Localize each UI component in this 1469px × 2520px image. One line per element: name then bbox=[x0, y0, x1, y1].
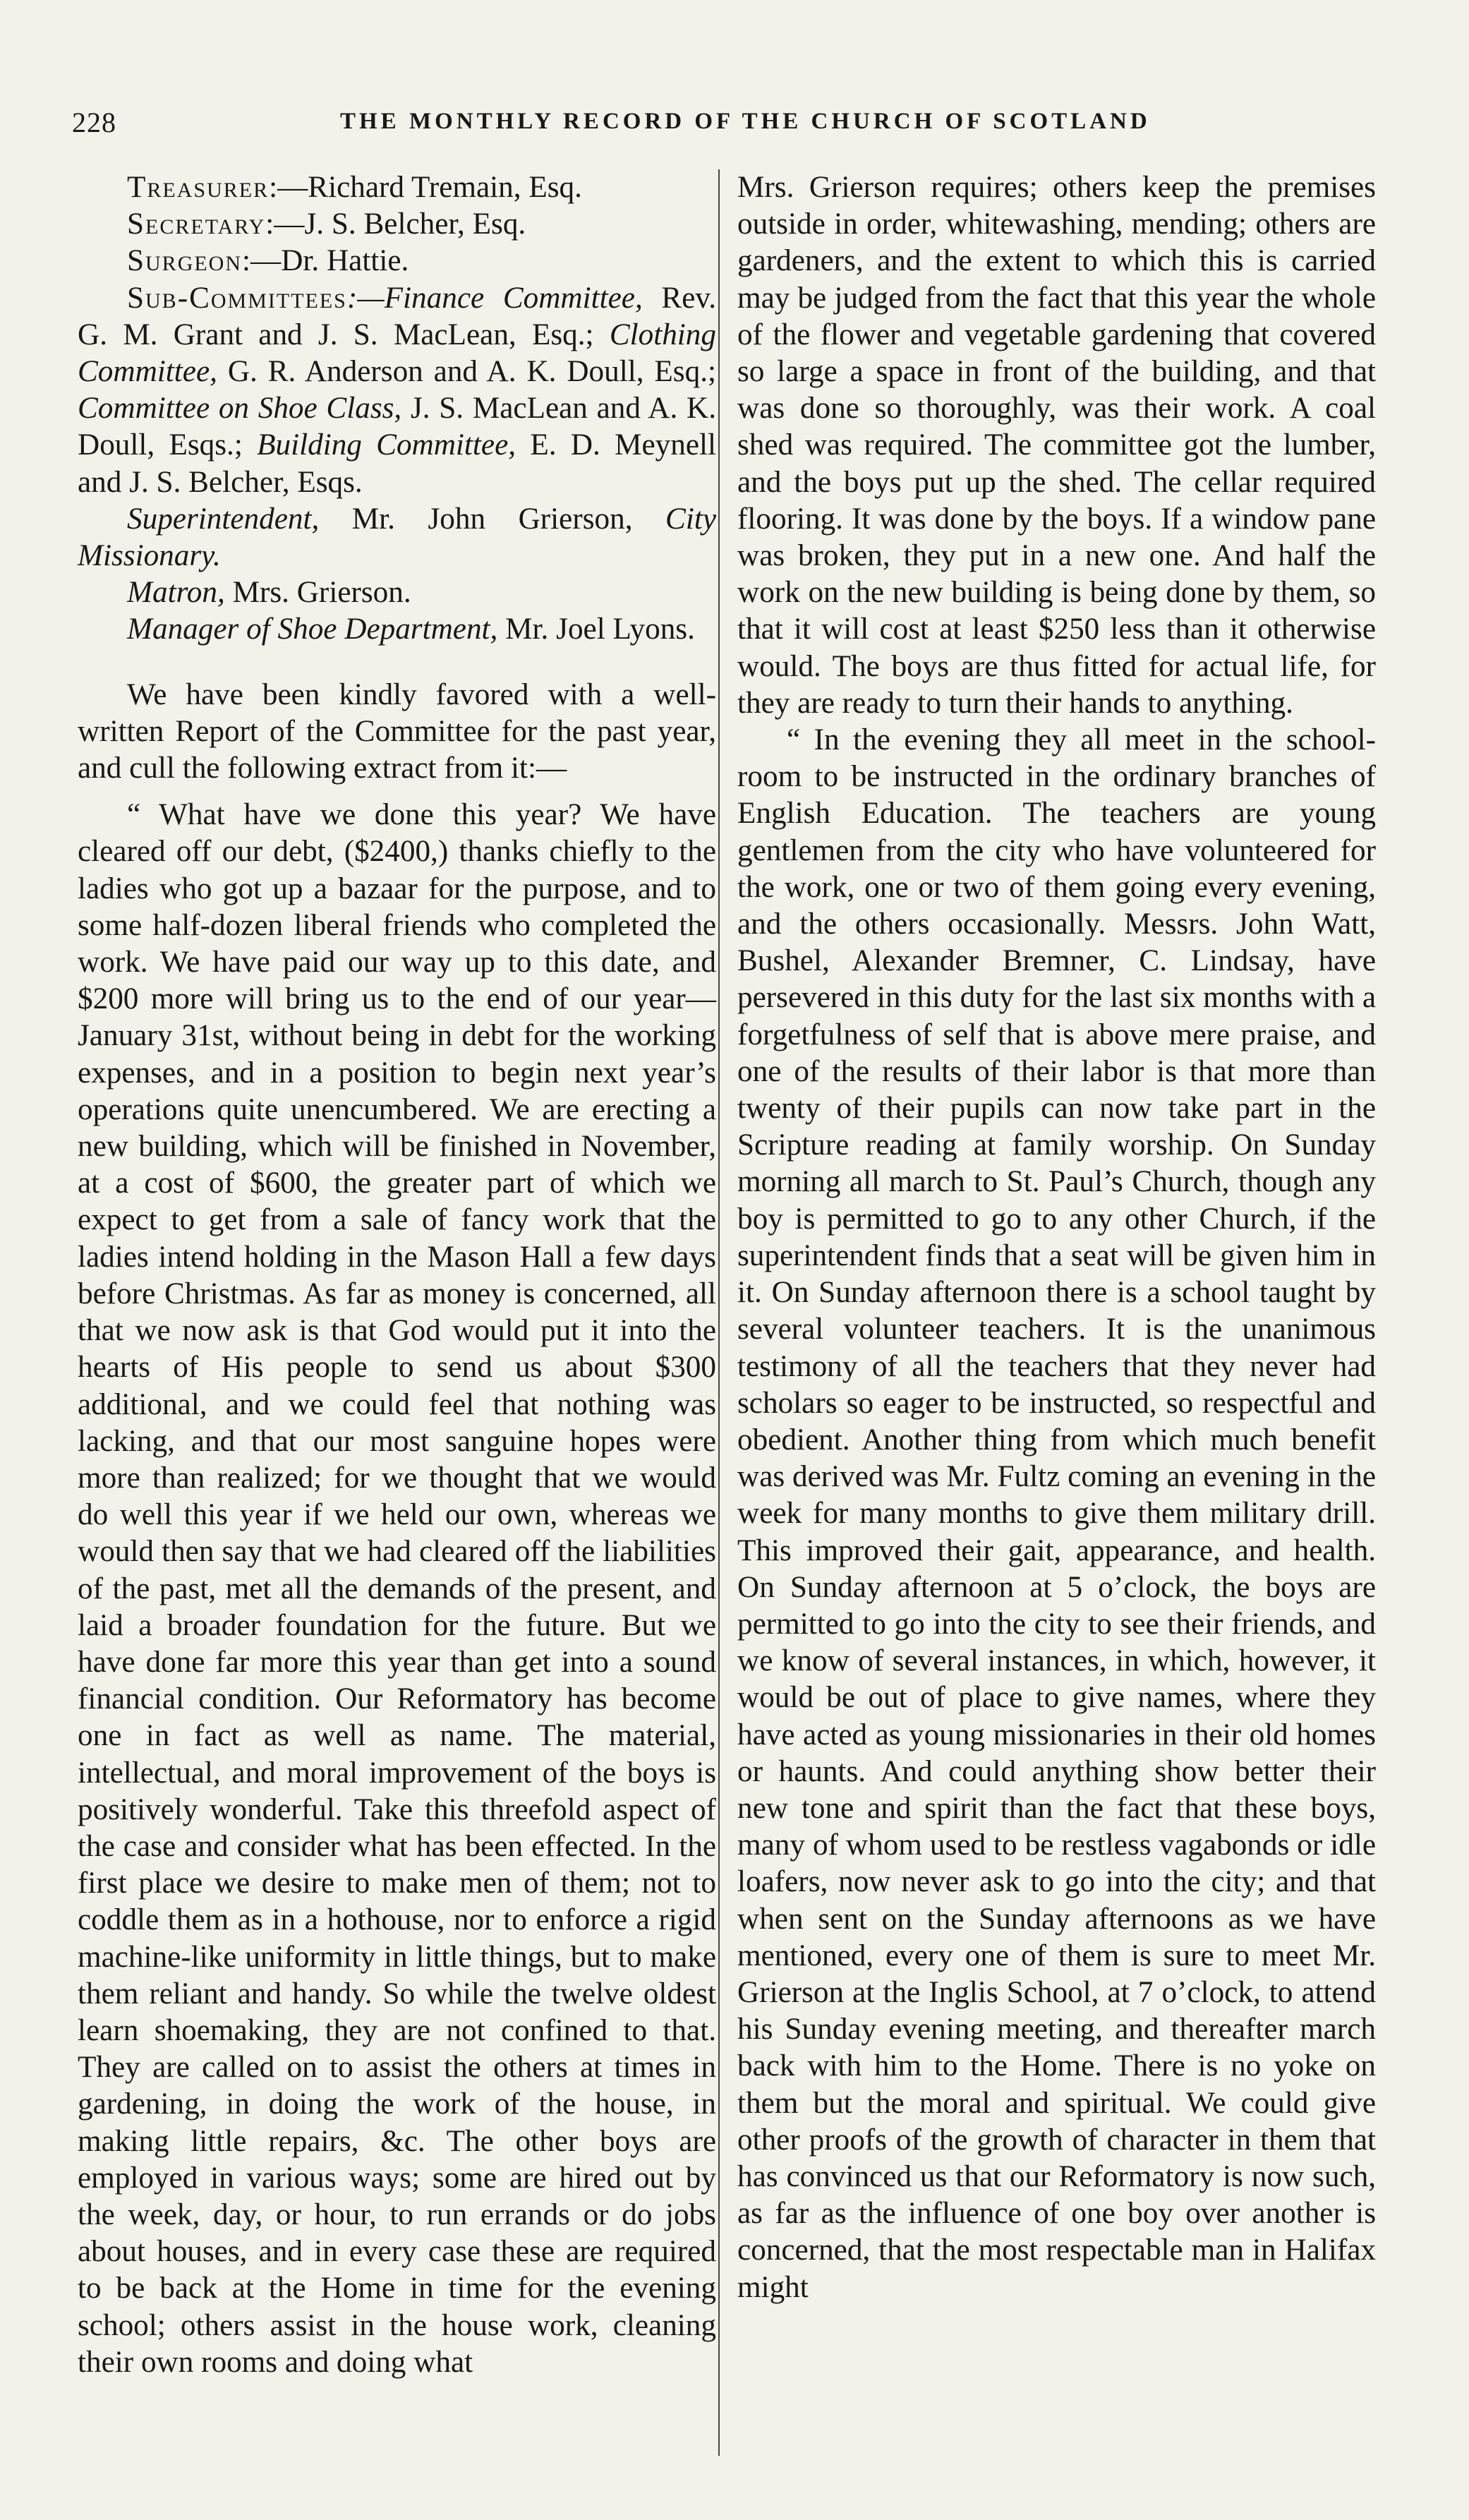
matron-label: Matron, bbox=[127, 576, 225, 610]
superintendent-role: City Missionary. bbox=[78, 502, 716, 573]
continuation-paragraph: Mrs. Grierson requires; others keep the premises outside in order, whitewashing, mending; others are gardeners, and the extent to which this is carried may be judged from the fact that this year the whole of the flower and vegetable gardening that covered so large a space in front of the building, and that was done so thoroughly, was their work. A coal shed was required. The committee got the lumber, and the boys put up the shed. The cellar required flooring. It was done by the boys. If a window pane was broken, they put in a new one. And half the work on the new building is being done by them, so that it will cost at least $250 less than it otherwise would. The boys are thus fitted for actual life, for they are ready to turn their hands to anything. bbox=[737, 171, 1376, 720]
intro-paragraph: We have been kindly favored with a well-written Report of the Committee for the past year, and cull the following extract from it:— bbox=[78, 677, 716, 785]
surgeon-label: Surgeon bbox=[127, 244, 243, 278]
shoe-committee-members: J. S. MacLean and A. K. Doull, Esqs.; bbox=[78, 392, 716, 462]
secretary-line bbox=[78, 206, 716, 243]
subcommittees-label: Sub-Committees bbox=[127, 281, 347, 315]
evening-paragraph: “ In the evening they all meet in the school-room to be instructed in the ordinary branches of English Education. The teachers are young gentlemen from the city who have volunteered for the work, one or two of them going every evening, and the others occasionally. Messrs. John Watt, Bushel, Alexander Bremner, C. Lindsay, have persevered in this duty for the last six months with a forgetfulness of self that is above mere praise, and one of the results of their labor is that more than twenty of their pupils can now take part in the Scripture reading at family worship. On Sunday morning all march to St. Paul’s Church, though any boy is permitted to go to any other Church, if the superintendent finds that a seat will be given him in it. On Sunday afternoon there is a school taught by several volunteer teachers. It is the unanimous testimony of all the teachers that they never had scholars so eager to be instructed, so respectful and obedient. Another thing from which much benefit was derived was Mr. Fultz coming an evening in the week for many months to give them military drill. This improved their gait, appearance, and health. On Sunday afternoon at 5 o’clock, the boys are permitted to go into the city to see their friends, and we know of several instances, in which, however, it would be out of place to give names, where they have acted as young missionaries in their old homes or haunts. And could anything show better their new tone and spirit than the fact that these boys, many of whom used to be restless vagabonds or idle loafers, now never ask to go into the city; and that when sent on the Sunday afternoons as we have mentioned, every one of them is sure to meet Mr. Grierson at the Inglis School, at 7 o’clock, to attend his Sunday evening meeting, and thereafter march back with him to the Home. There is no yoke on them but the moral and spiritual. We could give other proofs of the growth of character in them that has convinced us that our Reformatory is now such, as far as the influence of one boy over another is concerned, that the most respectable man in Halifax might bbox=[737, 723, 1376, 2304]
building-committee-members: E. D. Meynell and J. S. Belcher, Esqs. bbox=[78, 428, 717, 499]
shoe-committee-label: Committee on Shoe Class, bbox=[78, 392, 402, 426]
building-committee-label: Building Committee, bbox=[257, 428, 516, 462]
right-column bbox=[737, 169, 1376, 2306]
surgeon-line bbox=[78, 243, 716, 279]
matron-name: Mrs. Grierson. bbox=[224, 576, 411, 610]
superintendent-label: Superintendent, bbox=[127, 502, 320, 536]
secretary-name: :—J. S. Belcher, Esq. bbox=[265, 207, 526, 241]
clothing-committee-label: Clothing Committee, bbox=[78, 318, 716, 389]
surgeon-name: :—Dr. Hattie. bbox=[242, 244, 409, 278]
running-title: THE MONTHLY RECORD OF THE CHURCH OF SCOTLAND bbox=[340, 109, 1151, 134]
page-number: 228 bbox=[72, 107, 116, 138]
secretary-label: Secretary bbox=[127, 207, 266, 241]
matron-line bbox=[78, 574, 716, 611]
manager-line bbox=[78, 611, 716, 648]
treasurer-label: Treasurer bbox=[127, 171, 270, 204]
left-column bbox=[78, 169, 716, 2381]
subcommittees-paragraph bbox=[78, 280, 716, 501]
superintendent-line bbox=[78, 501, 716, 574]
finance-committee-label: :—Finance Committee, bbox=[346, 281, 643, 315]
page-header bbox=[72, 106, 1398, 148]
manager-name: Mr. Joel Lyons. bbox=[497, 613, 695, 646]
column-divider bbox=[718, 169, 720, 2456]
treasurer-name: :—Richard Tremain, Esq. bbox=[269, 171, 582, 204]
treasurer-line bbox=[78, 169, 716, 206]
superintendent-name: Mr. John Grierson, bbox=[319, 502, 666, 536]
finance-committee-members: Rev. G. M. Grant and J. S. MacLean, Esq.; bbox=[78, 281, 716, 351]
report-paragraph: “ What have we done this year? We have cleared off our debt, ($2400,) thanks chiefly to the ladies who got up a bazaar for the purpose, and to some half-dozen liberal friends who completed the work. We have paid our way up to this date, and $200 more will bring us to the end of our year—January 31st, without being in debt for the working expenses, and in a position to begin next year’s operations quite unencumbered. We are erecting a new building, which will be finished in November, at a cost of $600, the greater part of which we expect to get from a sale of fancy work that the ladies intend holding in the Mason Hall a few days before Christmas. As far as money is concerned, all that we now ask is that God would put it into the hearts of His people to send us about $300 additional, and we could feel that nothing was lacking, and that our most sanguine hopes were more than realized; for we thought that we would do well this year if we held our own, whereas we would then say that we had cleared off the liabilities of the past, met all the demands of the present, and laid a broader foundation for the future. But we have done far more this year than get into a sound financial condition. Our Reformatory has become one in fact as well as name. The material, intellectual, and moral improvement of the boys is positively wonderful. Take this threefold aspect of the case and consider what has been effected. In the first place we desire to make men of them; not to coddle them as in a hothouse, nor to enforce a rigid machine-like uniformity in little things, but to make them reliant and handy. So while the twelve oldest learn shoemaking, they are not confined to that. They are called on to assist the others at times in gardening, in doing the work of the house, in making little repairs, &c. The other boys are employed in various ways; some are hired out by the week, day, or hour, to run errands or do jobs about houses, and in every case these are required to be back at the Home in time for the evening school; others assist in the house work, cleaning their own rooms and doing what bbox=[78, 798, 716, 2379]
clothing-committee-members: G. R. Anderson and A. K. Doull, Esq.; bbox=[217, 355, 716, 389]
manager-label: Manager of Shoe Department, bbox=[127, 613, 498, 646]
